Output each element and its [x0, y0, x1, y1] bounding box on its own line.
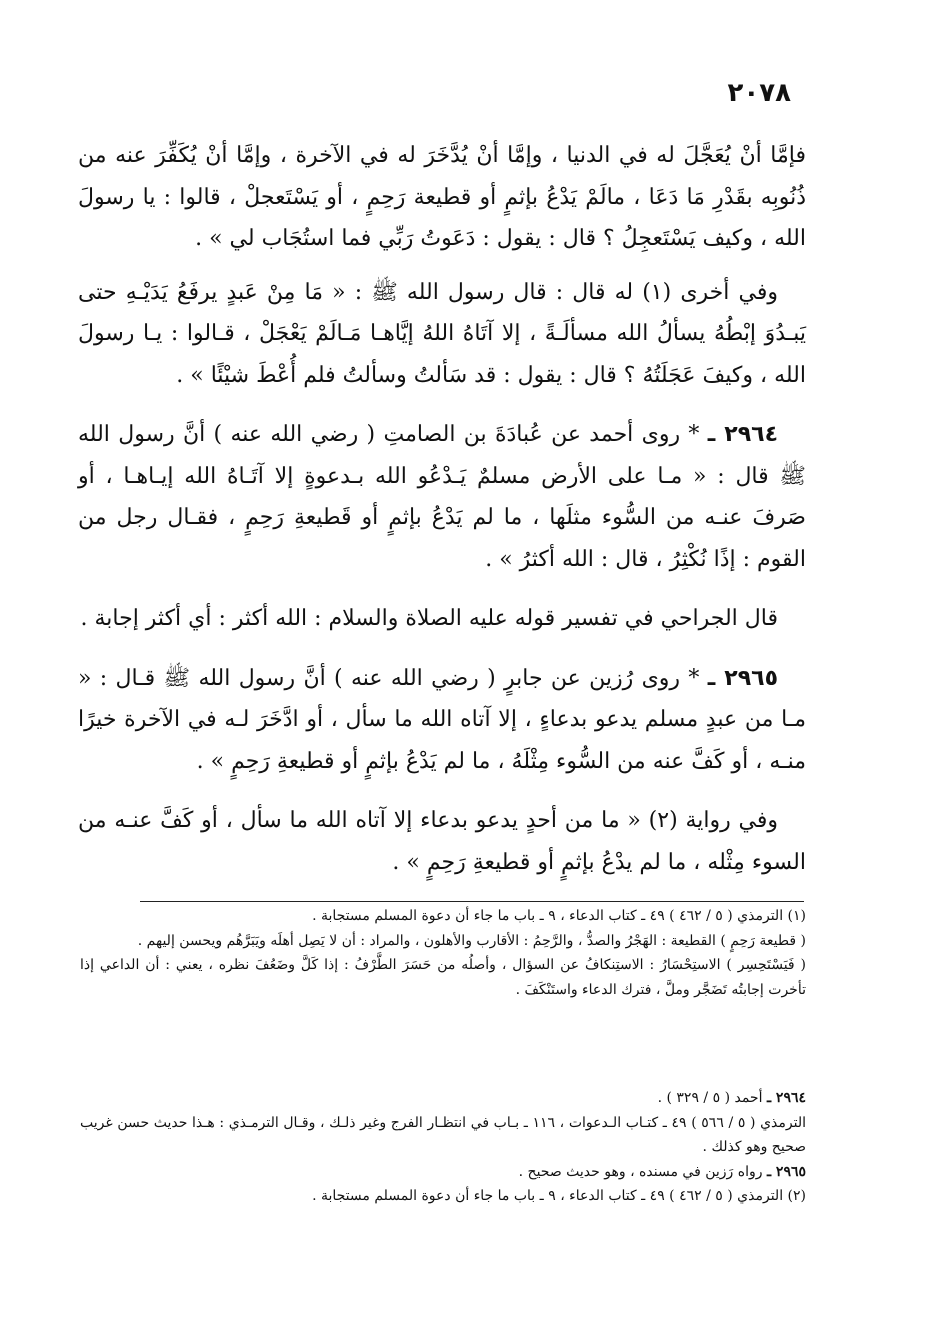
source-2965: [80, 1160, 806, 1185]
source-tirmidhi: الترمذي ( ٥ / ٥٦٦ ) ٤٩ ـ كتـاب الـدعوات ، ١١٦ ـ بـاب في انتظـار الفرج وغير ذلـك ، وقـال الترمـذي : هـذا حديث حسن غريب صحيح وهو كذلك .: [80, 1114, 806, 1155]
footnote-1: (١) الترمذي ( ٥ / ٤٦٢ ) ٤٩ ـ كتاب الدعاء ، ٩ ـ باب ما جاء أن دعوة المسلم مستجابة .: [312, 908, 806, 924]
source-references: [80, 1086, 806, 1209]
source-number-2965: ٢٩٦٥ ـ: [766, 1163, 806, 1180]
main-text: [78, 135, 806, 901]
footnote-glossary-istihsar: ( فَيَسْتَحِسِر ) الاستِحْسَارُ : الاستِنكافُ عن السؤال ، وأصلُه من حَسَرَ الطَّرْفُ : إذا كَلَّ وضَعُفَ نظره ، يعني : أن الداعي إذا تأخرت إجابتُه تَضَجَّر وملَّ ، فترك الدعاء واستَنْكَفَ .: [80, 957, 806, 998]
hadith-number-2965: ٢٩٦٥ ـ: [707, 665, 778, 691]
footnotes: [80, 904, 806, 1002]
source-2965-text: رواه رَزين في مسنده ، وهو حديث صحيح .: [518, 1163, 763, 1180]
hadith-2964: [78, 414, 806, 580]
footnote-glossary-qatia: ( قطيعة رَحِمٍ ) القطيعة : الهَجْرُ والصدُّ ، والرَّحِمُ : الأقارب والأهلون ، والمراد : أن لا يَصِل أهلَه ويَبَرَّهُم ويحسن إليهم .: [137, 932, 806, 949]
paragraph-another-narration: وفي أخرى (١) له قال : قال رسول الله ﷺ : « مَا مِنْ عَبدٍ يرفَعُ يَدَيْـهِ حتى يَبـدُوَ إبْطُهُ يسألُ الله مسألَـةً ، إلا آتَاهُ اللهُ إيَّاهـا مَـالَمْ يَعْجَلْ ، قـالوا : يـا رسولَ الله ، وكيفَ عَجَلَتُهُ ؟ قال : يقول : قد سَألتُ وسألتُ فلم أُعْطَ شيْئًا » .: [78, 279, 806, 388]
source-2964-text: أحمد ( ٥ / ٣٢٩ ) .: [657, 1090, 763, 1106]
hadith-number-2964: ٢٩٦٤ ـ: [707, 422, 778, 447]
hadith-2965: [78, 658, 806, 783]
paragraph-another-riwaya: وفي رواية (٢) « ما من أحدٍ يدعو بدعاء إلا آتاه الله ما سأل ، أو كَفَّ عنـه من السوء مِثْله ، ما لم يدْعُ بإثمٍ أو قطيعةِ رَحِمٍ » .: [78, 808, 806, 875]
source-2964: [80, 1086, 806, 1111]
source-number-2964: ٢٩٦٤ ـ: [766, 1090, 806, 1106]
hadith-2964-text: * روى أحمد عن عُبادَةَ بن الصامتِ ( رضي الله عنه ) أنَّ رسول الله ﷺ قال : « مـا على الأرض مسلمٌ يَـدْعُو الله بـدعوةٍ إلا آتَـاهُ الله إيـاهـا ، أو صَرفَ عنـه من السُّوء مثلَها ، ما لم يَدْعُ بإثمٍ أو قَطيعةِ رَحِمٍ ، فقـال رجل من القوم : إذًا نُكْثِرُ ، قال : الله أكثرُ » .: [78, 422, 806, 572]
footnote-divider: [140, 901, 804, 902]
page-number: ٢٠٧٨: [727, 78, 791, 108]
footnote-2: (٢) الترمذي ( ٥ / ٤٦٢ ) ٤٩ ـ كتاب الدعاء ، ٩ ـ باب ما جاء أن دعوة المسلم مستجابة .: [312, 1188, 806, 1204]
paragraph-continuation: فإمَّا أنْ يُعَجَّلَ له في الدنيا ، وإمَّا أنْ يُدَّخَرَ له في الآخرة ، وإمَّا أنْ يُكَفِّرَ عنه من ذُنُوبِه بقَدْرِ مَا دَعَا ، مالَمْ يَدْعُ بإثمٍ أو قطيعة رَحِمٍ ، أو يَسْتَعجلْ ، قالوا : يا رسولَ الله ، وكيف يَسْتَعجِلُ ؟ قال : يقول : دَعَوتُ رَبِّي فما استُجَاب لي » .: [78, 143, 806, 251]
paragraph-jarrahi: قال الجراحي في تفسير قوله عليه الصلاة والسلام : الله أكثر : أي أكثر إجابة .: [80, 606, 778, 631]
hadith-2965-text: * روى رُزين عن جابرٍ ( رضي الله عنه ) أنَّ رسول الله ﷺ قـال : « مـا من عبدٍ مسلم يدعو بدعاءٍ ، إلا آتاه الله ما سأل ، أو ادَّخَرَ لـه في الآخرة خيرًا منـه ، أو كَفَّ عنه من السُّوء مِثْلَهُ ، ما لم يَدْعُ بإثمٍ أو قطيعةِ رَحِمٍ » .: [78, 665, 806, 774]
